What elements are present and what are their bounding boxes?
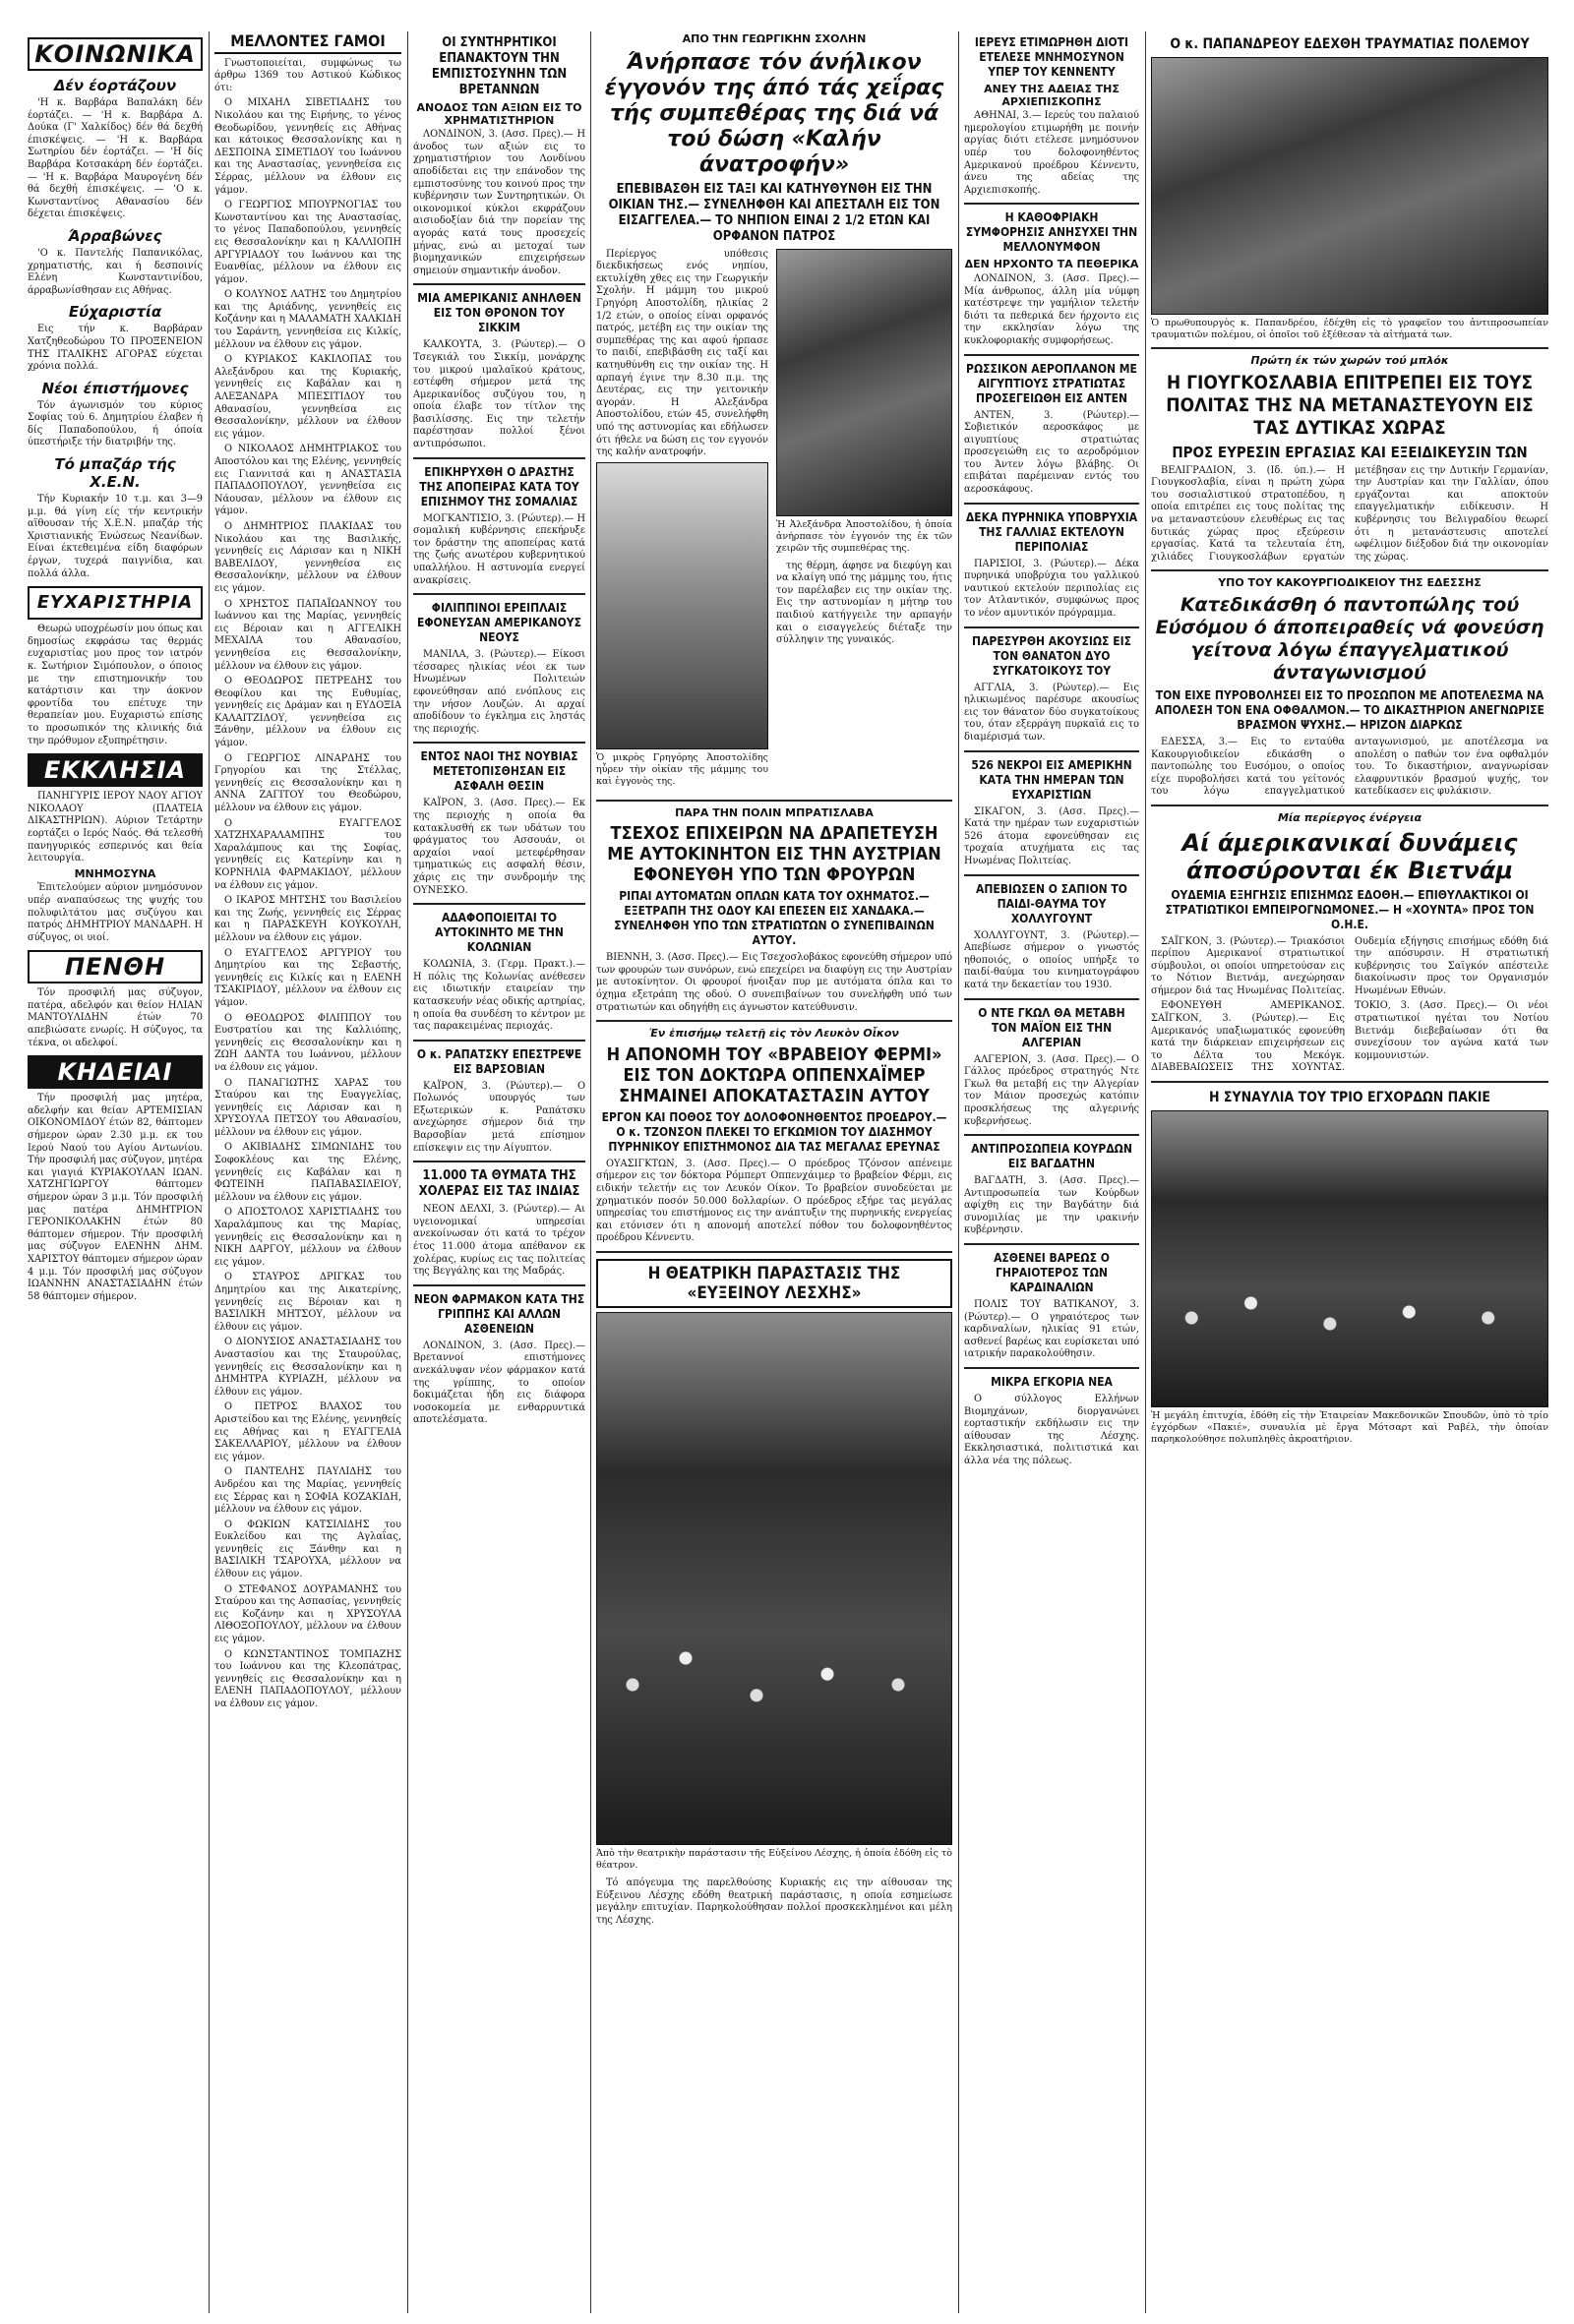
- story-deck: ΟΥΔΕΜΙΑ ΕΞΗΓΗΣΙΣ ΕΠΙΣΗΜΩΣ ΕΔΟΘΗ.— ΕΠΙΘΥΛΑΚΤΙΚΟΙ ΟΙ ΣΤΡΑΤΙΩΤΙΚΟΙ ΕΜΠΕΙΡΟΓΝΩΜΟΝΕΣ.— Η «ΧΟΥΝΤΑ» ΠΡΟΣ ΤΟΝ Ο.Η.Ε.: [1165, 887, 1535, 931]
- divider: [413, 457, 585, 459]
- story-kicker: Μία περίεργος ένέργεια: [1277, 810, 1423, 824]
- wedding-notice: Ο ΠΕΤΡΟΣ ΒΛΑΧΟΣ του Αριστείδου και της Ελένης, γεννηθείς εις Αθήνας και η ΕΥΑΓΓΕΛΙΑ ΣΑΚΕΛΛΑΡΙΟΥ, μέλλουν να έλθουν εις γάμον.: [214, 1401, 401, 1462]
- wedding-notice: Ο ΝΙΚΟΛΑΟΣ ΔΗΜΗΤΡΙΑΚΟΣ του Αποστόλου και της Ελένης, γεννηθείς εις Γιαννιτσά και η ΑΝΑΣΤΑΣΙΑ ΠΑΠΑΔΟΠΟΥΛΟΥ, γεννηθείσα εις Νάουσαν, μέλλουν να έλθουν εις γάμον.: [214, 444, 401, 517]
- article-body: ΚΟΛΩΝΙΑ, 3. (Γερμ. Πρακτ.).— Η πόλις της Κολωνίας ανέθεσεν εις ιδιωτικήν εταιρείαν την κατασκευήν νέας οδικής αρτηρίας, η οποία θα συνδέση το κέντρον με τας παρακειμένας περιοχάς.: [413, 959, 585, 1033]
- column-weddings: [214, 31, 401, 2313]
- story-body-continued: της θέρμη, άφησε να διεφύγη και να κλαίγη υπό της μάμμης του, ήτις τον παρέλαβεν εις την οικίαν της. Εις την αστυνομίαν η μήτηρ του παιδιού κατήγγειλε την αρπαγήν και ο εισαγγελεύς διέταξε την σύλληψιν της γυναικός.: [776, 560, 952, 646]
- wedding-notice: Ο ΧΡΗΣΤΟΣ ΠΑΠΑΪΩΑΝΝΟΥ του Ιωάννου και της Μαρίας, γεννηθείς εις Βέροιαν και η ΑΓΓΕΛΙΚΗ ΜΕΧΑΙΛΑ του Αθανασίου, γεννηθείσα εις Θεσσαλονίκην, μέλλουν να έλθουν εις γάμον.: [214, 598, 401, 672]
- divider: [596, 1020, 952, 1022]
- divider: [1151, 804, 1548, 806]
- wedding-notice: Ο ΚΥΡΙΑΚΟΣ ΚΑΚΙΛΟΠΑΣ του Αλεξάνδρου και της Κυριακής, γεννηθείς εις Καβάλαν και η ΑΛΕΞΑΝΔΡΑ ΜΠΕΣΙΤΙΔΟΥ του Αθανασίου, γεννηθείσα εις Θεσσαλονίκην, μέλλουν να έλθουν εις γάμον.: [214, 354, 401, 440]
- article-body: ΚΑΛΚΟΥΤΑ, 3. (Ρώυτερ).— Ο Τσεγκιάλ του Σικκίμ, μονάρχης του μικρού ιμαλαϊκού κράτους, εστέφθη σήμερον μετά της Αμερικανίδος συζύγου του, η οποία έλαβε τον τίτλον της βασιλίσσης. Εις την τελετήν παρέστησαν πολλοί ξένοι αντιπρόσωποι.: [413, 339, 585, 450]
- article-body: ΒΑΓΔΑΤΗ, 3. (Ασσ. Πρες).— Αντιπροσωπεία των Κούρδων αφίχθη εις την Βαγδάτην διά συνομιλίας με την ιρακινήν κυβέρνησιν.: [964, 1175, 1139, 1236]
- story-headline: Αί άμερικανικαί δυνάμεις άποσύρονται έκ Βιετνάμ: [1181, 828, 1518, 884]
- article-headline: ΜΙΑ ΑΜΕΡΙΚΑΝΙΣ ΑΝΗΛΘΕΝ ΕΙΣ ΤΟΝ ΘΡΟΝΟΝ ΤΟΥ ΣΙΚΚΙΜ: [417, 291, 581, 335]
- engagement-text: 'Ο κ. Παντελής Παπανικόλας, χρηματιστής, και ή δεσποινίς Ελένη Κωνσταντινίδου, άρραβωνίσθησαν εις Αθήνας.: [28, 247, 203, 296]
- story-body: ΣΑΪΓΚΟΝ, 3. (Ρώυτερ).— Τριακόσιοι περίπου Αμερικανοί στρατιωτικοί σύμβουλοι, οι οποίοι υπηρετούσαν εις το Νότιον Βιετνάμ, ανεχώρησαν σήμερον διά τας Ηνωμένας Πολιτείας. Ουδεμία εξήγησις επισήμως εδόθη διά την απόσυρσιν. Η στρατιωτική κυβέρνησις του Σαϊγκόν απέστειλε διακοίνωσιν προς τον Οργανισμόν Ηνωμένων Εθνών.: [1151, 935, 1548, 996]
- new-scientists-text: Τόν άγωνισμόν του κύριος Σοφίας τού 6. Δημητρίου έλαβεν ή δίς Παπαδοπούλου, ή όποία ύπεστήριξε τήν διατριβήν της.: [28, 399, 203, 448]
- bazaar-text: Τήν Κυριακήν 10 τ.μ. και 3—9 μ.μ. θά γίνη είς τήν κεντρικήν αϊθουσαν τής Χ.Ε.Ν. μπαζάρ τής Χριστιανικής Ένώσεως Νεανίδων. Είναι έκτεθειμένα είδη διαφόρων έργων, τυχερά παιγνίδια, και πολλά άλλα.: [28, 494, 203, 579]
- weddings-intro: Γνωστοποιείται, συμφώνως τω άρθρω 1369 του Αστικού Κώδικος ότι:: [214, 57, 401, 93]
- story-headline: ΤΣΕΧΟΣ ΕΠΙΧΕΙΡΩΝ ΝΑ ΔΡΑΠΕΤΕΥΣΗ ΜΕ ΑΥΤΟΚΙΝΗΤΟΝ ΕΙΣ ΤΗΝ ΑΥΣΤΡΙΑΝ ΕΦΟΝΕΥΘΗ ΥΠΟ ΤΩΝ ΦΡΟΥΡΩΝ: [607, 823, 941, 886]
- divider: [1151, 569, 1548, 571]
- mourning-text: Τόν προσφιλή μας σύζυγον, πατέρα, αδελφόν και θείον ΗΛΙΑΝ ΜΑΝΤΟΥΛΙΔΗΝ έτών 70 απεβιώσατε ενωρίς. Η σύζυγος, τα τέκνα, οι αδελφοί.: [28, 987, 203, 1048]
- article-headline: ΑΔΑΦΟΠΟΙΕΙΤΑΙ ΤΟ ΑΥΤΟΚΙΝΗΤΟ ΜΕ ΤΗΝ ΚΟΛΩΝΙΑΝ: [435, 911, 564, 955]
- story-body-continued: ΕΦΟΝΕΥΘΗ ΑΜΕΡΙΚΑΝΟΣ. ΣΑΪΓΚΟΝ, 3. (Ρώυτερ).— Εις Αμερικανός υπαξιωματικός εφονεύθη κατά την διάρκειαν επιχειρήσεων εις το Δέλτα του Μεκόγκ. ΔΙΑΒΕΒΑΙΩΣΕΙΣ ΤΗΣ ΧΟΥΝΤΑΣ. ΤΟΚΙΟ, 3. (Ασσ. Πρες).— Οι νέοι στρατιωτικοί ηγέται του Νοτίου Βιετνάμ διεβεβαίωσαν ότι θα συνεχίσουν τον αγώνα κατά των κομμουνιστών.: [1151, 1000, 1548, 1074]
- divider: [964, 354, 1139, 356]
- article-body: ΑΓΓΛΙΑ, 3. (Ρώυτερ).— Εις ηλικιωμένος παρέσυρε ακουσίως εις τον θάνατον δύο συγκατοίκους του, όταν εξερράγη πυρκαϊά εις το διαμέρισμά των.: [964, 682, 1139, 743]
- story-body: Περίεργος υπόθεσις διεκδικήσεως ενός νηπίου, εκτυλίχθη χθες εις την Γεωργικήν Σχολήν. Η μάμμη του μικρού Γρηγόρη Αποστολίδη, ηλικίας 2 1/2 ετών, ο οποίος είναι ορφανός πατρός, μετέβη εις την οικίαν της συμπεθέρας της και αφού ήρπασε το παιδί, επεβιβάσθη εις ταξί και κατηυθύνθη εις την οικίαν της. Η αρπαγή έγινε την 8.30 π.μ. της Δευτέρας, εις την γειτονικήν αγοράν. Η Αλεξάνδρα Αποστολίδου, ετών 45, συνελήφθη υπό της αστυνομίας και εδήλωσεν ότι ήθελε να δώση εις τον εγγονόν της καλήν ανατροφήν.: [596, 248, 768, 458]
- article-headline: ΑΠΕΒΙΩΣΕΝ Ο ΣΑΠΙΟΝ ΤΟ ΠΑΙΔΙ-ΘΑΥΜΑ ΤΟΥ ΧΟΛΛΥΓΟΥΝΤ: [976, 881, 1127, 925]
- wedding-notice: Ο ΓΕΩΡΓΙΟΣ ΛΙΝΑΡΔΗΣ του Γρηγορίου και της Στέλλας, γεννηθείς εις Θεσσαλονίκην και η ΑΝΝΑ ΖΑΓΙΤΟΥ του Θεοδώρου, μέλλουν να έλθουν εις γάμον.: [214, 752, 401, 814]
- section-title-mourning: ΠΕΝΘΗ: [28, 950, 203, 983]
- wedding-notice: Ο ΑΚΙΒΙΑΔΗΣ ΣΙΜΩΝΙΔΗΣ του Σοφοκλέους και της Ελένης, γεννηθείς εις Καβάλαν και η ΦΩΤΕΙΝΗ ΠΑΠΑΒΑΣΙΛΕΙΟΥ, μέλλουν να έλθουν εις γάμον.: [214, 1142, 401, 1203]
- story-headline: Κατεδικάσθη ό παντοπώλης τού Εύσόμου ό άποπειραθείς νά φονεύση γείτονα λόγω έπαγγελματικού άνταγωνισμού: [1155, 593, 1544, 684]
- divider: [964, 998, 1139, 1000]
- article-headline: ΑΣΘΕΝΕΙ ΒΑΡΕΩΣ Ο ΓΗΡΑΙΟΤΕΡΟΣ ΤΩΝ ΚΑΡΔΙΝΑΛΙΩΝ: [994, 1251, 1110, 1295]
- funerals-text: Τήν προσφιλή μας μητέρα, αδελφήν και θείαν ΑΡΤΕΜΙΣΙΑΝ ΟΙΚΟΝΟΜΙΔΟΥ έτών 82, θάπτομεν σήμερον ώραν 2.30 μ.μ. εκ του Ιερού Ναού του Αγίου Αντωνίου. Τήν προσφιλή μας σύζυγον, μητέρα και γιαγιά ΚΥΡΙΑΚΟΥΛΑΝ ΙΩΑΝ. ΧΑΤΖΗΓΙΩΡΓΟΥ θάπτομεν σήμερον ώραν 3 μ.μ. Τόν προσφιλή μας πατέρα ΔΗΜΗΤΡΙΟΝ ΓΕΡΟΝΙΚΟΛΑΚΗΝ έτών 80 θάπτομεν σήμερον. Τήν προσφιλή μας σύζυγον ΕΛΕΝΗΝ ΔΗΜ. ΧΑΡΙΣΤΟΥ θάπτομεν σήμερον ώραν 4 μ.μ. Τόν προσφιλή μας σύζυγον ΙΩΑΝΝΗΝ ΑΝΑΣΤΑΣΙΑΔΗΝ έτών 58 θάπτομεν σήμερον.: [28, 1093, 203, 1302]
- divider: [413, 1040, 585, 1042]
- article-body: ΣΙΚΑΓΟΝ, 3. (Ασσ. Πρες).— Κατά την ημέραν των ευχαριστιών 526 άτομα εφονεύθησαν εις τροχαία ατυχήματα εις τας Ηνωμένας Πολιτείας.: [964, 805, 1139, 866]
- divider: [413, 283, 585, 285]
- bazaar-heading: Τό μπαζάρ τής Χ.Ε.Ν.: [54, 455, 176, 492]
- story-body: ΒΕΛΙΓΡΑΔΙΟΝ, 3. (Ιδ. ύπ.).— Η Γιουγκοσλαβία, είναι η πρώτη χώρα του σοσιαλιστικού στρατοπέδου, η οποία επιτρέπει εις τους πολίτας της να μεταναστεύουν ελευθέρως εις τας δυτικάς χώρας προς εξεύρεσιν εργασίας. Κατά τα τελευταία έτη, χιλιάδες Γιουγκοσλάβων εργατών μετέβησαν εις την Δυτικήν Γερμανίαν, την Αυστρίαν και την Γαλλίαν, όπου εργάζονται και αποκτούν επαγγελματικήν ειδίκευσιν. Η κυβέρνησις του Βελιγραδίου θεωρεί ότι η μετανάστευσις αποτελεί ωφέλιμον διέξοδον διά την οικονομίαν της χώρας.: [1151, 464, 1548, 563]
- wedding-notice: Ο ΣΤΕΦΑΝΟΣ ΔΟΥΡΑΜΑΝΗΣ του Σταύρου και της Ασπασίας, γεννηθείς εις Κοζάνην και η ΧΡΥΣΟΥΛΑ ΛΙΘΟΞΟΠΟΥΛΟΥ, μέλλουν να έλθουν εις γάμον.: [214, 1583, 401, 1645]
- divider: [964, 1367, 1139, 1369]
- section-title-thanks: ΕΥΧΑΡΙΣΤΗΡΙΑ: [28, 586, 203, 620]
- story-body: ΕΔΕΣΣΑ, 3.— Εις το ενταύθα Κακουργιοδικείον εδικάσθη ο παντοπώλης του Ευσόμου, ο οποίος είχε πυροβολήσει κατά του γείτονός του λόγω επαγγελματικού ανταγωνισμού, με αποτέλεσμα να απολέση ο παθών τον ένα οφθαλμόν του. Το δικαστήριον, αναγνωρίσαν ελαφρυντικόν βρασμού ψυχής, τον κατεδίκασεν εις φυλάκισιν.: [1151, 736, 1548, 798]
- divider: [413, 1284, 585, 1286]
- wedding-notice: Ο ΣΤΑΥΡΟΣ ΔΡΙΓΚΑΣ του Δημητρίου και της Αικατερίνης, γεννηθείς εις Βέροιαν και η ΒΑΣΙΛΙΚΗ ΜΗΤΣΟΥ, μέλλουν να έλθουν εις γάμον.: [214, 1272, 401, 1333]
- article-subhead: ΑΝΟΔΟΣ ΤΩΝ ΑΞΙΩΝ ΕΙΣ ΤΟ ΧΡΗΜΑΤΙΣΤΗΡΙΟΝ: [416, 101, 582, 127]
- story-kicker: ΠΑΡΑ ΤΗΝ ΠΟΛΙΝ ΜΠΡΑΤΙΣΛΑΒΑ: [675, 805, 874, 819]
- article-body: ΚΑΪΡΟΝ, 3. (Ασσ. Πρες).— Εκ της περιοχής η οποία θα κατακλυσθή εκ των υδάτων του φράγματος του Ασσουάν, οι αρχαίοι ναοί μετεφέρθησαν τμηματικώς εις ασφαλή θέσιν, χάρις εις την συνδρομήν της ΟΥΝΕΣΚΟ.: [413, 798, 585, 896]
- story-deck: ΤΟΝ ΕΙΧΕ ΠΥΡΟΒΟΛΗΣΕΙ ΕΙΣ ΤΟ ΠΡΟΣΩΠΟΝ ΜΕ ΑΠΟΤΕΛΕΣΜΑ ΝΑ ΑΠΟΛΕΣΗ ΤΟΝ ΕΝΑ ΟΦΘΑΛΜΟΝ.— ΤΟ ΔΙΚΑΣΤΗΡΙΟΝ ΑΝΕΓΝΩΡΙΣΕ ΒΡΑΣΜΟΝ ΨΥΧΗΣ.— ΗΡΙΖΟΝ ΔΙΑΡΚΩΣ: [1155, 687, 1544, 732]
- article-headline: 11.000 ΤΑ ΘΥΜΑΤΑ ΤΗΣ ΧΟΛΕΡΑΣ ΕΙΣ ΤΑΣ ΙΝΔΙΑΣ: [418, 1168, 580, 1200]
- wedding-notice: Ο ΚΩΝΣΤΑΝΤΙΝΟΣ ΤΟΜΠΑΖΗΣ του Ιωάννου και της Κλεοπάτρας, γεννηθείς εις Θεσσαλονίκην και η ΕΛΕΝΗ ΠΑΠΑΔΟΠΟΥΛΟΥ, μέλλουν να έλθουν εις γάμον.: [214, 1648, 401, 1709]
- column-rule: [1145, 31, 1146, 2313]
- section-title-church: ΕΚΚΛΗΣΙΑ: [28, 753, 203, 787]
- column-main-news: [1151, 31, 1548, 2313]
- article-body: ΧΟΛΛΥΓΟΥΝΤ, 3. (Ρώυτερ).— Απεβίωσε σήμερον ο γνωστός ηθοποιός, ο οποίος υπήρξε το παιδί-θαύμα του κινηματογράφου κατά την δεκαετίαν του 1930.: [964, 929, 1139, 990]
- story-headline: Η ΓΙΟΥΓΚΟΣΛΑΒΙΑ ΕΠΙΤΡΕΠΕΙ ΕΙΣ ΤΟΥΣ ΠΟΛΙΤΑΣ ΤΗΣ ΝΑ ΜΕΤΑΝΑΣΤΕΥΟΥΝ ΕΙΣ ΤΑΣ ΔΥΤΙΚΑΣ ΧΩΡΑΣ: [1166, 371, 1534, 439]
- article-headline: 526 ΝΕΚΡΟΙ ΕΙΣ ΑΜΕΡΙΚΗΝ ΚΑΤΑ ΤΗΝ ΗΜΕΡΑΝ ΤΩΝ ΕΥΧΑΡΙΣΤΙΩΝ: [971, 757, 1132, 802]
- article-headline: ΔΕΚΑ ΠΥΡΗΝΙΚΑ ΥΠΟΒΡΥΧΙΑ ΤΗΣ ΓΑΛΛΙΑΣ ΕΚΤΕΛΟΥΝ ΠΕΡΙΠΟΛΙΑΣ: [965, 509, 1138, 554]
- papandreou-photo-caption: Ὁ πρωθυπουργὸς κ. Παπανδρέου, ἐδέχθη εἰς τὸ γραφεῖον του ἀντιπροσωπείαν τραυματιῶν πολέμου, οἱ ὁποῖοι τοῦ ἐξέθεσαν τὰ αἰτήματά των.: [1151, 318, 1548, 340]
- theatre-photo: [596, 1312, 952, 1845]
- nameday-text: 'Η κ. Βαρβάρα Βαπαλάκη δέν έορτάζει. — 'Η κ. Βαρβάρα Δ. Δούκα (Γ' Χαλκίδος) δέν θά δεχθή έπισκέψεις. — 'Η κ. Βαρβάρα Σωτηρίου δέν έορτάζει. — 'Η δίς Βαρβάρα Κοτσακάρη δέν έορτάζει. — 'Η κ. Βαρβάρα Μαυρογένη δέν θά δεχθή έπισκέψεις. — 'Ο κ. Κωνσταντίνος Αθανασίου δέν δέχεται έπισκέψεις.: [28, 97, 203, 220]
- article-body: ΜΟΓΚΑΝΤΙΣΙΟ, 3. (Ρώυτερ).— Η σομαλική κυβέρνησις επεκήρυξε τον δράστην της αποπείρας κατά της ζωής ανωτέρου κυβερνητικού υπαλλήλου. Η αστυνομία ενεργεί ανακρίσεις.: [413, 512, 585, 586]
- boy-photo-caption: Ὁ μικρὸς Γρηγόρης Ἀποστολίδης ηὗρεν τὴν οἰκίαν τῆς μάμμης του καὶ ἐγγονὸς της.: [596, 751, 768, 787]
- article-body: ΠΟΛΙΣ ΤΟΥ ΒΑΤΙΚΑΝΟΥ, 3. (Ρώυτερ).— Ο γηραιότερος των καρδιναλίων, ηλικίας 91 ετών, ασθενεί βαρέως και ευρίσκεται υπό ιατρικήν παρακολούθησιν.: [964, 1299, 1139, 1360]
- wedding-notice: Ο ΔΗΜΗΤΡΙΟΣ ΠΛΑΚΙΔΑΣ του Νικολάου και της Βασιλικής, γεννηθείς εις Λάρισαν και η ΝΙΚΗ ΒΑΒΕΛΙΔΟΥ, γεννηθείσα εις Θεσσαλονίκην, μέλλουν να έλθουν εις γάμον.: [214, 520, 401, 594]
- story-kicker: Πρώτη έκ τών χωρών τού μπλόκ: [1250, 354, 1449, 367]
- article-headline: ΦΙΛΙΠΠΙΝΟΙ ΕΡΕΙΠΛΑΙΣ ΕΦΟΝΕΥΣΑΝ ΑΜΕΡΙΚΑΝΟΥΣ ΝΕΟΥΣ: [416, 601, 581, 645]
- wedding-notice: Ο ΙΚΑΡΟΣ ΜΗΤΣΗΣ του Βασιλείου και της Ζωής, γεννηθείς εις Σέρρας και η ΠΑΡΑΣΚΕΥΗ ΚΟΥΚΟΥΛΗ, μέλλουν να έλθουν εις γάμον.: [214, 895, 401, 943]
- divider: [1151, 347, 1548, 349]
- section-title-social: ΚΟΙΝΩΝΙΚΑ: [28, 37, 203, 71]
- article-headline: ΟΙ ΣΥΝΤΗΡΗΤΙΚΟΙ ΕΠΑΝΑΚΤΟΥΝ ΤΗΝ ΕΜΠΙΣΤΟΣΥΝΗΝ ΤΩΝ ΒΡΕΤΑΝΝΩΝ: [431, 35, 568, 97]
- divider: [413, 742, 585, 744]
- memorial-heading: ΜΝΗΜΟΣΥΝΑ: [74, 866, 156, 880]
- story-kicker: ΥΠΟ ΤΟΥ ΚΑΚΟΥΡΓΙΟΔΙΚΕΙΟΥ ΤΗΣ ΕΔΕΣΣΗΣ: [1218, 576, 1482, 590]
- boy-photo: [596, 462, 768, 749]
- divider: [964, 503, 1139, 505]
- story-deck: ΕΡΓΟΝ ΚΑΙ ΠΟΘΟΣ ΤΟΥ ΔΟΛΟΦΟΝΗΘΕΝΤΟΣ ΠΡΟΕΔΡΟΥ.— Ο κ. ΤΖΟΝΣΟΝ ΠΛΕΚΕΙ ΤΟ ΕΓΚΩΜΙΟΝ ΤΟΥ ΔΙΑΣΗΜΟΥ ΠΥΡΗΝΙΚΟΥ ΕΠΙΣΤΗΜΟΝΟΣ ΔΙΑ ΤΑΣ ΜΕΓΑΛΑΣ ΕΡΕΥΝΑΣ: [601, 1109, 947, 1154]
- thanks-heading: Εύχαριστία: [68, 303, 162, 322]
- article-headline: Ο κ. ΠΑΠΑΝΔΡΕΟΥ ΕΔΕΧΘΗ ΤΡΑΥΜΑΤΙΑΣ ΠΟΛΕΜΟΥ: [1170, 36, 1530, 52]
- story-deck: ΡΙΠΑΙ ΑΥΤΟΜΑΤΩΝ ΟΠΛΩΝ ΚΑΤΑ ΤΟΥ ΟΧΗΜΑΤΟΣ.— ΕΞΕΤΡΑΠΗ ΤΗΣ ΟΔΟΥ ΚΑΙ ΕΠΕΣΕΝ ΕΙΣ ΧΑΝΔΑΚΑ.— ΣΥΝΕΛΗΦΘΗ ΥΠΟ ΤΩΝ ΣΤΡΑΤΙΩΤΩΝ Ο ΣΥΝΕΠΙΒΑΙΝΩΝ ΑΥΤΟΥ.: [614, 889, 935, 948]
- wedding-notice: Ο ΚΟΛΥΝΟΣ ΛΑΤΗΣ του Δημητρίου και της Αριάδνης, γεννηθείς εις Κοζάνην και η ΜΑΛΑΜΑΤΗ ΧΑΛΚΙΔΗ του Σαράντη, γεννηθείσα εις Κιλκίς, μέλλουν να έλθουν εις γάμον.: [214, 289, 401, 350]
- wedding-notice: Ο ΦΩΚΙΩΝ ΚΑΤΣΙΛΙΔΗΣ του Ευκλείδου και της Αγλαΐας, γεννηθείς εις Ξάνθην και η ΒΑΣΙΛΙΚΗ ΤΣΑΡΟΥΧΑ, μέλλουν να έλθουν εις γάμον.: [214, 1519, 401, 1580]
- article-headline: ΙΕΡΕΥΣ ΕΤΙΜΩΡΗΘΗ ΔΙΟΤΙ ΕΤΕΛΕΣΕ ΜΝΗΜΟΣΥΝΟΝ ΥΠΕΡ ΤΟΥ ΚΕΝΝΕΝΤΥ: [974, 35, 1129, 79]
- papandreou-photo: [1151, 57, 1548, 315]
- article-headline: ΕΠΙΚΗΡΥΧΘΗ Ο ΔΡΑΣΤΗΣ ΤΗΣ ΑΠΟΠΕΙΡΑΣ ΚΑΤΑ ΤΟΥ ΕΠΙΣΗΜΟΥ ΤΗΣ ΣΟΜΑΛΙΑΣ: [419, 464, 579, 508]
- article-body: ΑΛΓΕΡΙΟΝ, 3. (Ασσ. Πρες).— Ο Γάλλος πρόεδρος στρατηγός Ντε Γκωλ θα μεταβή εις την Αλγερίαν τον Μάιον προσεχώς κατόπιν προσκλήσεως της αλγερινής κυβερνήσεως.: [964, 1053, 1139, 1127]
- wedding-notice: Ο ΕΥΑΓΓΕΛΟΣ ΑΡΓΥΡΙΟΥ του Δημητρίου και της Σεβαστής, γεννηθείς εις Κιλκίς και η ΕΛΕΝΗ ΤΣΑΚΙΡΙΔΟΥ, μέλλουν να έλθουν εις γάμον.: [214, 947, 401, 1008]
- article-body: ΚΑΪΡΟΝ, 3. (Ρώυτερ).— Ο Πολωνός υπουργός των Εξωτερικών κ. Ραπάτσκυ ανεχώρησε σήμερον διά την Βαρσοβίαν μετά επίσημον επίσκεψιν εις την Αίγυπτον.: [413, 1080, 585, 1154]
- article-headline: ΠΑΡΕΣΥΡΘΗ ΑΚΟΥΣΙΩΣ ΕΙΣ ΤΟΝ ΘΑΝΑΤΟΝ ΔΥΟ ΣΥΓΚΑΤΟΙΚΟΥΣ ΤΟΥ: [972, 633, 1131, 678]
- wedding-notice: Ο ΠΑΝΤΕΛΗΣ ΠΑΥΛΙΔΗΣ του Ανδρέου και της Μαρίας, γεννηθείς εις Σέρρας και η ΣΟΦΙΑ ΚΟΖΑΚΙΔΗ, μέλλουν να έλθουν εις γάμον.: [214, 1466, 401, 1516]
- divider: [1151, 1081, 1548, 1083]
- story-body: ΟΥΑΣΙΓΚΤΩΝ, 3. (Ασσ. Πρες).— Ο πρόεδρος Τζόνσον απένειμε σήμερον εις τον δόκτορα Ρόμπερτ Οππενχάιμερ το βραβείον Φέρμι, εις ειδικήν τελετήν εις τον Λευκόν Οίκον. Το βραβείον συνοδεύεται με χρηματικόν ποσόν 50.000 δολλαρίων. Ο πρόεδρος εξήρε τας μεγάλας υπηρεσίας του επιστήμονος εις την ανάπτυξιν της πυρηνικής ενεργείας και ετόνισεν ότι η απονομή αποτελεί πόθον του δολοφονηθέντος προέδρου Κέννεντυ.: [596, 1158, 952, 1244]
- concert-photo: [1151, 1110, 1548, 1407]
- wedding-notice: Ο ΑΠΟΣΤΟΛΟΣ ΧΑΡΙΣΤΙΑΔΗΣ του Χαραλάμπους και της Μαρίας, γεννηθείς εις Θεσσαλονίκην και η ΝΙΚΗ ΔΑΡΓΟΥ, μέλλουν να έλθουν εις γάμον.: [214, 1207, 401, 1268]
- story-kicker: ΑΠΟ ΤΗΝ ΓΕΩΡΓΙΚΗΝ ΣΧΟΛΗΝ: [682, 32, 867, 45]
- memorial-text: Ἐπιτελούμεν αύριον μνημόσυνον υπέρ αναπαύσεως της ψυχής του πολυφιλτάτου μας συζύγου και πατρός ΔΗΜΗΤΡΙΟΥ ΜΑΝΔΑΡΗ. Η σύζυγος, οι υιοί.: [28, 882, 203, 943]
- nameday-heading: Δέν έορτάζουν: [53, 77, 177, 94]
- article-headline: ΝΕΟΝ ΦΑΡΜΑΚΟΝ ΚΑΤΑ ΤΗΣ ΓΡΙΠΠΗΣ ΚΑΙ ΑΛΛΩΝ ΑΣΘΕΝΕΙΩΝ: [413, 1291, 585, 1336]
- article-body: ΠΑΡΙΣΙΟΙ, 3. (Ρώυτερ).— Δέκα πυρηνικά υποβρύχια του γαλλικού ναυτικού εκτελούν περιπολίας εις τον Ατλαντικόν, συμφώνως προς το νέον αμυντικόν πρόγραμμα.: [964, 558, 1139, 620]
- article-headline: ΕΝΤΟΣ ΝΑΟΙ ΤΗΣ ΝΟΥΒΙΑΣ ΜΕΤΕΤΟΠΙΣΘΗΣΑΝ ΕΙΣ ΑΣΦΑΛΗ ΘΕΣΙΝ: [420, 749, 578, 794]
- article-body: ΝΕΟΝ ΔΕΛΧΙ, 3. (Ρώυτερ).— Αι υγειονομικαί υπηρεσίαι ανεκοίνωσαν ότι κατά το τρέχον έτος 11.000 άτομα απέθανον εκ χολέρας, κυρίως εις τας πολιτείας της Βεγγάλης και της Μαδράς.: [413, 1204, 585, 1278]
- wedding-notice: Ο ΕΥΑΓΓΕΛΟΣ ΧΑΤΖΗΧΑΡΑΛΑΜΠΗΣ του Χαραλάμπους και της Σοφίας, γεννηθείς εις Κατερίνην και η ΚΟΡΝΗΛΙΑ ΦΑΡΜΑΚΙΔΟΥ, μέλλουν να έλθουν εις γάμον.: [214, 817, 401, 891]
- divider: [964, 203, 1139, 205]
- concert-photo-caption: Ἡ μεγάλη ἐπιτυχία, ἐδόθη εἰς τὴν Ἑταιρείαν Μακεδονικῶν Σπουδῶν, ὑπὸ τὸ τρίο ἐγχόρδων «Πακιέ», συναυλία μὲ ἔργα Μότσαρτ καὶ Ραβέλ, τὴν ὁποίαν παρηκολούθησε πολυπληθὲς ἀκροατήριον.: [1151, 1410, 1548, 1446]
- article-body: ΛΟΝΔΙΝΟΝ, 3. (Ασσ. Πρες).— Βρεταννοί επιστήμονες ανεκάλυψαν νέον φάρμακον κατά της γρίππης, το οποίον δοκιμάζεται ήδη εις διάφορα νοσοκομεία με ενθαρρυντικά αποτελέσματα.: [413, 1340, 585, 1426]
- thanks-notice-text: Θεωρώ υποχρέωσίν μου όπως και δημοσίως εκφράσω τας θερμάς ευχαριστίας μου προς τον ιατρόν κ. Σωτήριον Σιμόπουλον, ο όποιος με την επιστημονικήν του κατάρτισιν και την άοκνον φροντίδα του επέτυχε την θεραπείαν μου. Ευχαριστώ επίσης το προσωπικόν της κλινικής διά την πρόθυμον εξυπηρέτησιν.: [28, 624, 203, 746]
- divider: [964, 1134, 1139, 1136]
- column-social: [28, 31, 203, 2313]
- church-text: ΠΑΝΗΓΥΡΙΣ ΙΕΡΟΥ ΝΑΟΥ ΑΓΙΟΥ ΝΙΚΟΛΑΟΥ (ΠΛΑΤΕΙΑ ΔΙΚΑΣΤΗΡΙΩΝ). Αύριον Τετάρτην εορτάζει ο Ιερός Ναός. Θά τελεσθή πανηγυρικός εσπερινός και θεία λειτουργία.: [28, 791, 203, 864]
- article-subhead: ΑΝΕΥ ΤΗΣ ΑΔΕΙΑΣ ΤΗΣ ΑΡΧΙΕΠΙΣΚΟΠΗΣ: [984, 83, 1120, 108]
- center-spread: [596, 31, 952, 2313]
- column-world-news: [413, 31, 585, 2313]
- article-body: Ο σύλλογος Ελλήνων Βιομηχάνων, διοργανώνει εορταστικήν εκδήλωσιν εις την αίθουσαν της Λέσχης. Εκκλησιαστικά, πολιτιστικά και άλλα νέα της πόλεως.: [964, 1394, 1139, 1466]
- wedding-notice: Ο ΠΑΝΑΓΙΩΤΗΣ ΧΑΡΑΣ του Σταύρου και της Ευαγγελίας, γεννηθείς εις Λάρισαν και η ΧΡΥΣΟΥΛΑ ΠΕΤΣΟΥ του Αθανασίου, μέλλουν να έλθουν εις γάμον.: [214, 1077, 401, 1138]
- wedding-notice: Ο ΓΕΩΡΓΙΟΣ ΜΠΟΥΡΝΟΓΙΑΣ του Κωνσταντίνου και της Αναστασίας, το γένος Παπαδοπούλου, γεννηθείς εις Θεσσαλονίκην και η ΚΑΛΛΙΟΠΗ ΑΡΓΥΡΙΑΔΟΥ του Ιωάννου και της Ευανθίας, μέλλουν να έλθουν εις γάμον.: [214, 200, 401, 285]
- article-headline: Η ΣΥΝΑΥΛΙΑ ΤΟΥ ΤΡΙΟ ΕΓΧΟΡΔΩΝ ΠΑΚΙΕ: [1208, 1090, 1490, 1106]
- divider: [413, 593, 585, 595]
- column-rule: [209, 31, 210, 2313]
- divider: [596, 1251, 952, 1253]
- wedding-notice: Ο ΘΕΟΔΩΡΟΣ ΠΕΤΡΕΔΗΣ του Θεοφίλου και της Ευθυμίας, γεννηθείς εις Δράμαν και η ΕΥΔΟΞΙΑ ΚΑΛΑΙΤΖΙΔΟΥ, γεννηθείσα εις Ξάνθην, μέλλουν να έλθουν εις γάμον.: [214, 676, 401, 749]
- new-scientists-heading: Νέοι έπιστήμονες: [41, 379, 189, 397]
- weddings-title: ΜΕΛΛΟΝΤΕΣ ΓΑΜΟΙ: [214, 35, 401, 54]
- article-headline: ΡΩΣΣΙΚΟΝ ΑΕΡΟΠΛΑΝΟΝ ΜΕ ΑΙΓΥΠΤΙΟΥΣ ΣΤΡΑΤΙΩΤΑΣ ΠΡΟΣΕΓΕΙΩΘΗ ΕΙΣ ΑΝΤΕΝ: [966, 361, 1137, 405]
- divider: [413, 1161, 585, 1162]
- article-subhead: ΔΕΝ ΗΡΧΟΝΤΟ ΤΑ ΠΕΘΕΡΙΚΑ: [964, 258, 1139, 271]
- story-deck: ΕΠΕΒΙΒΑΣΘΗ ΕΙΣ ΤΑΞΙ ΚΑΙ ΚΑΤΗΥΘΥΝΘΗ ΕΙΣ ΤΗΝ ΟΙΚΙΑΝ ΤΗΣ.— ΣΥΝΕΛΗΦΘΗ ΚΑΙ ΑΠΕΣΤΑΛΗ ΕΙΣ ΤΟΝ ΕΙΣΑΓΓΕΛΕΑ.— ΤΟ ΝΗΠΙΟΝ ΕΙΝΑΙ 2 1/2 ΕΤΩΝ ΚΑΙ ΟΡΦΑΝΟΝ ΠΑΤΡΟΣ: [608, 181, 940, 244]
- column-rule: [590, 31, 591, 2313]
- divider: [964, 874, 1139, 876]
- story-deck: ΠΡΟΣ ΕΥΡΕΣΙΝ ΕΡΓΑΣΙΑΣ ΚΑΙ ΕΞΕΙΔΙΚΕΥΣΙΝ ΤΩΝ: [1172, 443, 1528, 461]
- column-rule: [407, 31, 408, 2313]
- section-title-funerals: ΚΗΔΕΙΑΙ: [28, 1055, 203, 1089]
- article-body: ΑΘΗΝΑΙ, 3.— Ιερεύς του παλαιού ημερολογίου ετιμωρήθη με ποινήν αργίας διότι ετέλεσε μνημόσυνον υπέρ του δολοφονηθέντος Αμερικανού προέδρου Κέννεντυ, άνευ της αδείας της Αρχιεπισκοπής.: [964, 110, 1139, 196]
- article-body: ΑΝΤΕΝ, 3. (Ρώυτερ).— Σοβιετικόν αεροσκάφος με αιγυπτίους στρατιώτας προσεγειώθη εις το αεροδρόμιον του Άντεν λόγω βλάβης. Οι επιβάται παρέμειναν εντός του αεροσκάφους.: [964, 409, 1139, 496]
- woman-photo: [776, 249, 952, 516]
- article-body: ΛΟΝΔΙΝΟΝ, 3. (Ασσ. Πρες).— Η άνοδος των αξιών εις το χρηματιστήριον του Λονδίνου αποδίδεται εις την επάνοδον της εμπιστοσύνης του κοινού προς την κυβέρνησιν των Συντηρητικών. Οι οικονομικοί κύκλοι εκφράζουν αισιοδοξίαν διά την πορείαν της αγοράς κατά τους προσεχείς μήνας, ενώ αι μετοχαί των βιομηχανικών επιχειρήσεων σημειούν σημαντικήν άνοδον.: [413, 129, 585, 276]
- divider: [964, 626, 1139, 628]
- article-headline: Η ΚΑΘΟΦΡΙΑΚΗ ΣΥΜΦΟΡΗΣΙΣ ΑΝΗΣΥΧΕΙ ΤΗΝ ΜΕΛΛΟΝΥΜΦΟΝ: [965, 210, 1138, 255]
- wedding-notice: Ο ΜΙΧΑΗΛ ΣΙΒΕΤΙΑΔΗΣ του Νικολάου και της Ειρήνης, το γένος Θεοδωρίδου, γεννηθείς εις Αθήνας και κάτοικος Θεσσαλονίκης και η ΔΕΣΠΟΙΝΑ ΣΙΜΕΤΙΔΟΥ του Ιωάννου και της Αναστασίας, γεννηθείσα εις Σέρρας, μέλλουν να έλθουν εις γάμον.: [214, 97, 401, 196]
- theatre-photo-caption: Ἀπὸ τὴν θεατρικὴν παράστασιν τῆς Εὐξείνου Λέσχης, ἡ ὁποία ἐδόθη εἰς τὸ θέατρον.: [596, 1848, 952, 1871]
- article-body: ΜΑΝΙΛΑ, 3. (Ρώυτερ).— Είκοσι τέσσαρες ηλικίας νέοι εκ των Ηνωμένων Πολιτειών εφονεύθησαν από ενόπλους εις την νήσον Λουζών. Αι αρχαί αποδίδουν το έγκλημα εις ληστάς της περιοχής.: [413, 649, 585, 735]
- column-rule: [958, 31, 959, 2313]
- wedding-notice: Ο ΔΙΟΝΥΣΙΟΣ ΑΝΑΣΤΑΣΙΑΔΗΣ του Αναστασίου και της Σταυρούλας, γεννηθείς εις Θεσσαλονίκην και η ΔΗΜΗΤΡΑ ΚΥΡΙΑΖΗ, μέλλουν να έλθουν εις γάμον.: [214, 1337, 401, 1398]
- engagement-heading: Άρραβώνες: [68, 226, 162, 245]
- article-body: ΛΟΝΔΙΝΟΝ, 3. (Ασσ. Πρες).— Μία άνθρωπος, άλλη μία νύμφη κατέστρεψε την γαμήλιον τελετήν διότι τα πεθερικά δεν ήρχοντο εις την εκκλησίαν λόγω της κυκλοφοριακής συμφορήσεως.: [964, 272, 1139, 346]
- divider: [413, 903, 585, 905]
- story-headline: Η ΑΠΟΝΟΜΗ ΤΟΥ «ΒΡΑΒΕΙΟΥ ΦΕΡΜΙ» ΕΙΣ ΤΟΝ ΔΟΚΤΩΡΑ ΟΠΠΕΝΧΑΪΜΕΡ ΣΗΜΑΙΝΕΙ ΑΠΟΚΑΤΑΣΤΑΣΙΝ ΑΥΤΟΥ: [606, 1043, 942, 1106]
- thanks-text: Εις τήν κ. Βαρβάραν Χατζηθεοδώρου ΤΟ ΠΡΟΞΕΝΕΙΟΝ ΤΗΣ ΙΤΑΛΙΚΗΣ ΑΓΟΡΑΣ εύχεται χρόνια πολλά.: [28, 324, 203, 373]
- story-headline: Η ΘΕΑΤΡΙΚΗ ΠΑΡΑΣΤΑΣΙΣ ΤΗΣ «ΕΥΞΕΙΝΟΥ ΛΕΣΧΗΣ»: [596, 1259, 952, 1308]
- divider: [964, 1243, 1139, 1245]
- article-headline: ΜΙΚΡΑ ΕΓΚΟΡΙΑ ΝΕΑ: [991, 1375, 1113, 1390]
- woman-photo-caption: Ἡ Ἀλεξάνδρα Ἀποστολίδου, ἡ ὁποία ἀνήρπασε τὸν ἐγγονόν της ἐκ τῶν χειρῶν τῆς συμπεθέρας της.: [776, 518, 952, 554]
- story-kicker: Ἐν ἐπισήμῳ τελετῇ εἰς τὸν Λευκὸν Οἶκον: [649, 1027, 899, 1041]
- article-headline: ΑΝΤΙΠΡΟΣΩΠΕΙΑ ΚΟΥΡΔΩΝ ΕΙΣ ΒΑΓΔΑΤΗΝ: [971, 1142, 1132, 1171]
- article-headline: Ο κ. ΡΑΠΑΤΣΚΥ ΕΠΕΣΤΡΕΨΕ ΕΙΣ ΒΑΡΣΟΒΙΑΝ: [416, 1046, 582, 1076]
- column-briefs: [964, 31, 1139, 2313]
- wedding-notice: Ο ΘΕΟΔΩΡΟΣ ΦΙΛΙΠΠΟΥ του Ευστρατίου και της Καλλιόπης, γεννηθείς εις Θεσσαλονίκην και η ΖΩΗ ΔΑΝΤΑ του Ιωάννου, μέλλουν να έλθουν εις γάμον.: [214, 1012, 401, 1073]
- story-body: Τό απόγευμα της παρελθούσης Κυριακής εις την αίθουσαν της Εύξεινου Λέσχης εδόθη θεατρική παράστασις, η οποία εσημείωσε μεγάλην επιτυχίαν. Παρηκολούθησαν πολλοί προσκεκλημένοι και μέλη της Λέσχης.: [596, 1877, 952, 1926]
- story-headline: Άνήρπασε τόν άνήλικον έγγονόν της άπό τάς χεΐρας τής συμπεθέρας της διά νά τού δώση «Καλήν άνατροφήν»: [604, 49, 944, 177]
- story-body: ΒΙΕΝΝΗ, 3. (Ασσ. Πρες).— Εις Τσεχοσλοβάκος εφονεύθη σήμερον υπό των φρουρών των συνόρων, ενώ επεχείρει να διαφύγη εις την Αυστρίαν με αυτοκίνητον. Οι φρουροί ήνοιξαν πυρ με αυτόματα όπλα και το όχημα εξετράπη της οδού. Ο συνεπιβαίνων του συνελήφθη υπό των στρατιωτών και οδηγήθη εις άγνωστον κατεύθυνσιν.: [596, 952, 952, 1013]
- divider: [596, 800, 952, 802]
- article-headline: Ο ΝΤΕ ΓΚΩΛ ΘΑ ΜΕΤΑΒΗ ΤΟΝ ΜΑΪΟΝ ΕΙΣ ΤΗΝ ΑΛΓΕΡΙΑΝ: [978, 1005, 1125, 1049]
- divider: [964, 750, 1139, 752]
